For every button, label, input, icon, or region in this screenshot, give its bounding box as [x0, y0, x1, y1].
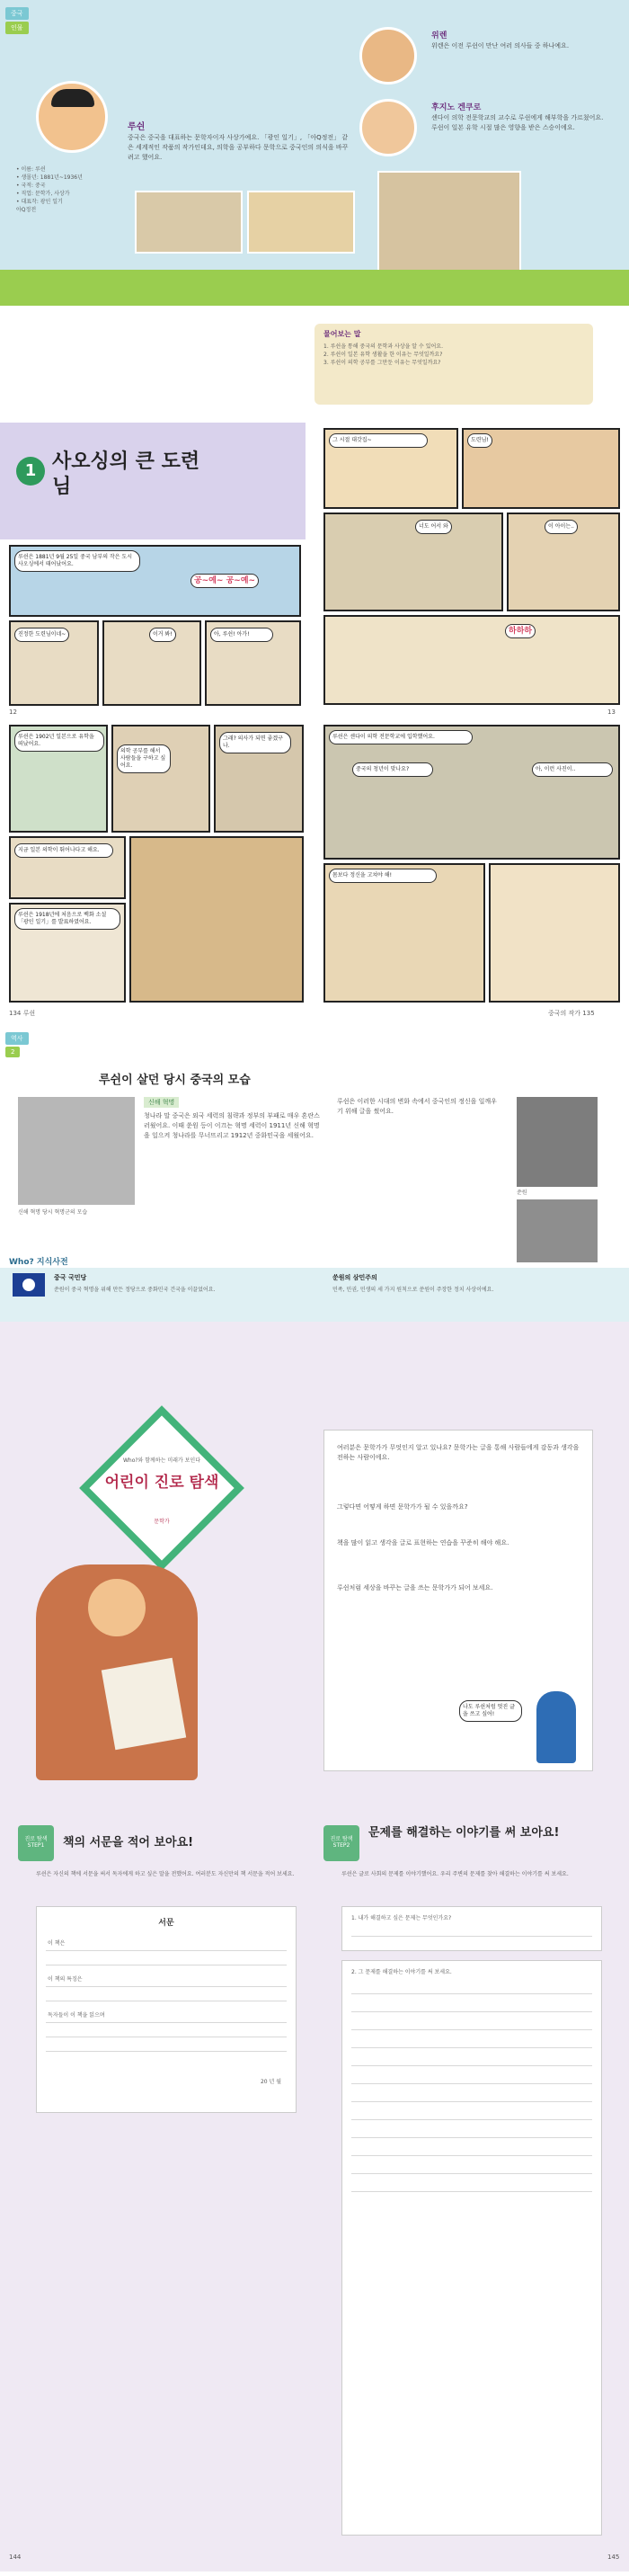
illustration-building: [135, 191, 243, 254]
question-item: 3. 루쉰이 의학 공부를 그만둔 이유는 무엇일까요?: [323, 360, 441, 366]
speech-bubble: 진정한 도련님이네~: [14, 628, 69, 642]
speech-bubble: 그래? 의사가 되면 좋겠구나.: [219, 732, 291, 753]
history-body: 청나라 말 중국은 외국 세력의 침략과 정부의 부패로 매우 혼란스러웠어요. 이때 쑨원 등이 이끄는 혁명 세력이 1911년 신해 혁명을 일으켜 청나라를 무너뜨리고 1912년 중화민국을 세웠어요.: [144, 1112, 320, 1139]
revolution-photo: [18, 1097, 135, 1205]
question-label: 1. 내가 해결하고 싶은 문제는 무엇인가요?: [351, 1915, 452, 1921]
page-number: 145: [607, 2554, 620, 2561]
question-label: 2. 그 문제를 해결하는 이야기를 써 보세요.: [351, 1969, 452, 1975]
form-label: 이 책의 특징은: [48, 1976, 83, 1983]
comic-panel: [9, 620, 99, 706]
illustration-teacher: [377, 171, 521, 279]
section-tab: 역사: [5, 1032, 29, 1045]
sfx: 하하하: [505, 624, 536, 638]
fujino-text: 센다이 의학 전문학교의 교수로 루쉰에게 해부학을 가르쳤어요. 루쉰이 일본 유학 시절 많은 영향을 받은 스승이에요.: [431, 114, 604, 131]
career-sub: 문학가: [154, 1519, 170, 1525]
page-number: 144: [9, 2554, 22, 2561]
question-item: 1. 루쉰을 통해 중국의 문학과 사상을 알 수 있어요.: [323, 343, 444, 350]
speech-bubble: 아, 루쉰! 아가!: [210, 628, 273, 642]
page-number: 13: [607, 709, 616, 716]
career-kicker: Who?와 함께하는 미래가 보인다: [122, 1457, 201, 1464]
lusin-facts: [16, 165, 115, 214]
speech-bubble: 이거 봐!: [149, 628, 176, 642]
lusin-name: 루쉰: [128, 122, 146, 132]
comic-panel: [102, 620, 201, 706]
flag-icon: [13, 1273, 45, 1297]
career-intro: 여러분은 문학가가 무엇인지 알고 있나요? 문학가는 글을 통해 사람들에게 감동과 생각을 전하는 사람이에요.: [337, 1444, 580, 1461]
section-tab: 중국: [5, 7, 29, 20]
speech-bubble: 그 시절 대갓집~: [329, 433, 428, 448]
speech-bubble: 도련님!: [467, 433, 492, 448]
lusin-intro: 중국은 중국을 대표하는 문학자이자 사상가예요. 「광인 일기」, 「아Q정전」 같은 세계적인 작품의 작가인데요, 의학을 공부하다 문학으로 중국인의 의식을 바꾸려고 했어요.: [128, 134, 349, 161]
who-right-text: 민족, 민권, 민생의 세 가지 원칙으로 쑨원이 주장한 정치 사상이에요.: [332, 1287, 494, 1293]
fujino-name: 후지노 겐쿠로: [431, 103, 482, 112]
form-date: 20 년 월: [260, 2079, 281, 2085]
page-number: 중국의 작가 135: [548, 1010, 595, 1017]
boy-illustration: [536, 1691, 576, 1763]
questions-title: 물어보는 말: [323, 330, 361, 338]
page-number: 12: [9, 709, 17, 716]
task-title: 책의 서문을 적어 보아요!: [63, 1836, 194, 1850]
fact-item: • 직업: 문학가, 사상가: [16, 191, 70, 197]
section-tab: 2: [5, 1047, 20, 1057]
career-intro-box: [323, 1430, 593, 1771]
comic-panel: [205, 620, 301, 706]
wijen-portrait: [359, 27, 417, 85]
sunyatsen-photo: [517, 1097, 598, 1187]
caption: 루쉰은 1881년 9월 25일 중국 남부의 작은 도시 사오싱에서 태어났어요.: [14, 550, 140, 572]
career-para: 그렇다면 어떻게 하면 문학가가 될 수 있을까요?: [337, 1503, 468, 1511]
chapter-title: 사오싱의 큰 도련님: [52, 450, 200, 498]
task-desc: 루쉰은 글로 사회의 문제를 이야기했어요. 우리 주변의 문제를 찾아 해결하는 이야기를 써 보세요.: [341, 1871, 569, 1877]
speech-bubble: 몸보다 정신을 고쳐야 해!: [329, 869, 437, 883]
chapter-number: 1: [16, 457, 45, 486]
comic-panel: [323, 615, 620, 705]
who-right-title: 쑨원의 삼민주의: [332, 1274, 377, 1281]
comic-panel: [323, 428, 458, 509]
subtitle-badge: 신해 혁명: [144, 1097, 179, 1108]
speech-bubble: 이 아이는..: [545, 520, 578, 534]
comic-panel: [9, 545, 301, 617]
character-intro-section: [0, 0, 629, 423]
questions-box: [314, 324, 593, 405]
comic-panel: [462, 428, 620, 509]
who-title: Who? 지식사전: [9, 1258, 68, 1267]
fujino-portrait: [359, 99, 417, 156]
task-title: 문제를 해결하는 이야기를 써 보아요!: [368, 1826, 560, 1840]
who-dictionary: [0, 1258, 629, 1322]
answer-box-1[interactable]: [341, 1906, 602, 1951]
illustration-street: [247, 191, 355, 254]
speech-bubble: 중국의 청년이 맞나요?: [352, 762, 433, 777]
photo-caption: 신해 혁명 당시 혁명군의 모습: [18, 1209, 88, 1216]
comic-page-2: [0, 719, 629, 1025]
fact-item: • 생몰년: 1881년~1936년: [16, 174, 83, 181]
preface-form[interactable]: [36, 1906, 297, 2113]
wijen-text: 위렌은 이전 루쉰이 만난 여러 의사들 중 하나예요.: [431, 42, 570, 49]
fact-item: • 대표작: 광인 일기: [16, 199, 63, 205]
comic-page-1: [0, 423, 629, 719]
yuan-photo: [517, 1199, 598, 1262]
page-number: 134 루쉰: [9, 1010, 36, 1017]
comic-panel: [323, 725, 620, 860]
photo-caption: 쑨원: [517, 1190, 527, 1196]
comic-panel: [9, 836, 126, 899]
form-label: 이 책은: [48, 1940, 66, 1947]
history-section: [0, 1025, 629, 1322]
comic-panel: [9, 903, 126, 1003]
comic-panel: [323, 863, 485, 1003]
career-title: 어린이 진로 탐색: [104, 1474, 219, 1492]
career-para: 책을 많이 읽고 생각을 글로 표현하는 연습을 꾸준히 해야 해요.: [337, 1539, 509, 1546]
who-left-text: 쑨원이 중국 혁명을 위해 만든 정당으로 중화민국 건국을 이끌었어요.: [54, 1287, 216, 1293]
comic-panel: [507, 513, 620, 611]
history-body: 루쉰은 이러한 시대의 변화 속에서 중국인의 정신을 일깨우기 위해 글을 썼어요.: [337, 1098, 497, 1115]
comic-panel: [111, 725, 210, 833]
task-step-badge: 진로 탐색 STEP1: [18, 1825, 54, 1861]
answer-box-2[interactable]: [341, 1960, 602, 2536]
career-para: 루쉰처럼 세상을 바꾸는 글을 쓰는 문학가가 되어 보세요.: [337, 1584, 493, 1591]
form-label: 독자들이 이 책을 읽으며: [48, 2012, 105, 2019]
comic-panel: [214, 725, 304, 833]
task-step-badge: 진로 탐색 STEP2: [323, 1825, 359, 1861]
history-title: 루쉰이 살던 당시 중국의 모습: [99, 1074, 251, 1087]
comic-panel: [9, 725, 108, 833]
comic-panel: [323, 513, 503, 611]
fact-item: • 국적: 중국: [16, 183, 46, 189]
question-item: 2. 루쉰이 일본 유학 생활을 한 이유는 무엇일까요?: [323, 352, 443, 358]
speech-bubble: 의학 공부를 해서 사람들을 구하고 싶어요.: [117, 744, 171, 773]
wijen-name: 위렌: [431, 31, 447, 40]
green-band: [0, 270, 629, 306]
speech-bubble: 나도 루쉰처럼 멋진 글을 쓰고 싶어!: [459, 1700, 522, 1722]
speech-bubble: 아, 이런 사진이..: [532, 762, 613, 777]
fact-item: • 이름: 루쉰: [16, 166, 46, 173]
section-tab: 인물: [5, 22, 29, 34]
chapter-header: [0, 423, 306, 539]
caption: 루쉰은 센다이 의학 전문학교에 입학했어요.: [329, 730, 473, 744]
speech-bubble: 너도 어서 와: [415, 520, 452, 534]
speech-bubble: 지금 일본 의학이 뛰어나다고 해요.: [14, 843, 113, 858]
sfx: 공~예~ 공~예~: [190, 574, 259, 588]
form-title: 서문: [158, 1919, 174, 1928]
comic-panel-writing: [129, 836, 304, 1003]
caption: 루쉰은 1902년 일본으로 유학을 떠났어요.: [14, 730, 104, 752]
career-section: [0, 1322, 629, 2572]
task-desc: 루쉰은 자신의 책에 서문을 써서 독자에게 하고 싶은 말을 전했어요. 여러분도 자신만의 책 서문을 적어 보세요.: [36, 1871, 295, 1877]
fact-item: 아Q정전: [16, 207, 37, 213]
caption: 루쉰은 1918년에 처음으로 백화 소설 「광인 일기」를 발표하였어요.: [14, 908, 120, 930]
lusin-portrait: [36, 81, 108, 153]
who-left-title: 중국 국민당: [54, 1274, 87, 1281]
comic-panel: [489, 863, 620, 1003]
writer-illustration: [36, 1564, 198, 1780]
